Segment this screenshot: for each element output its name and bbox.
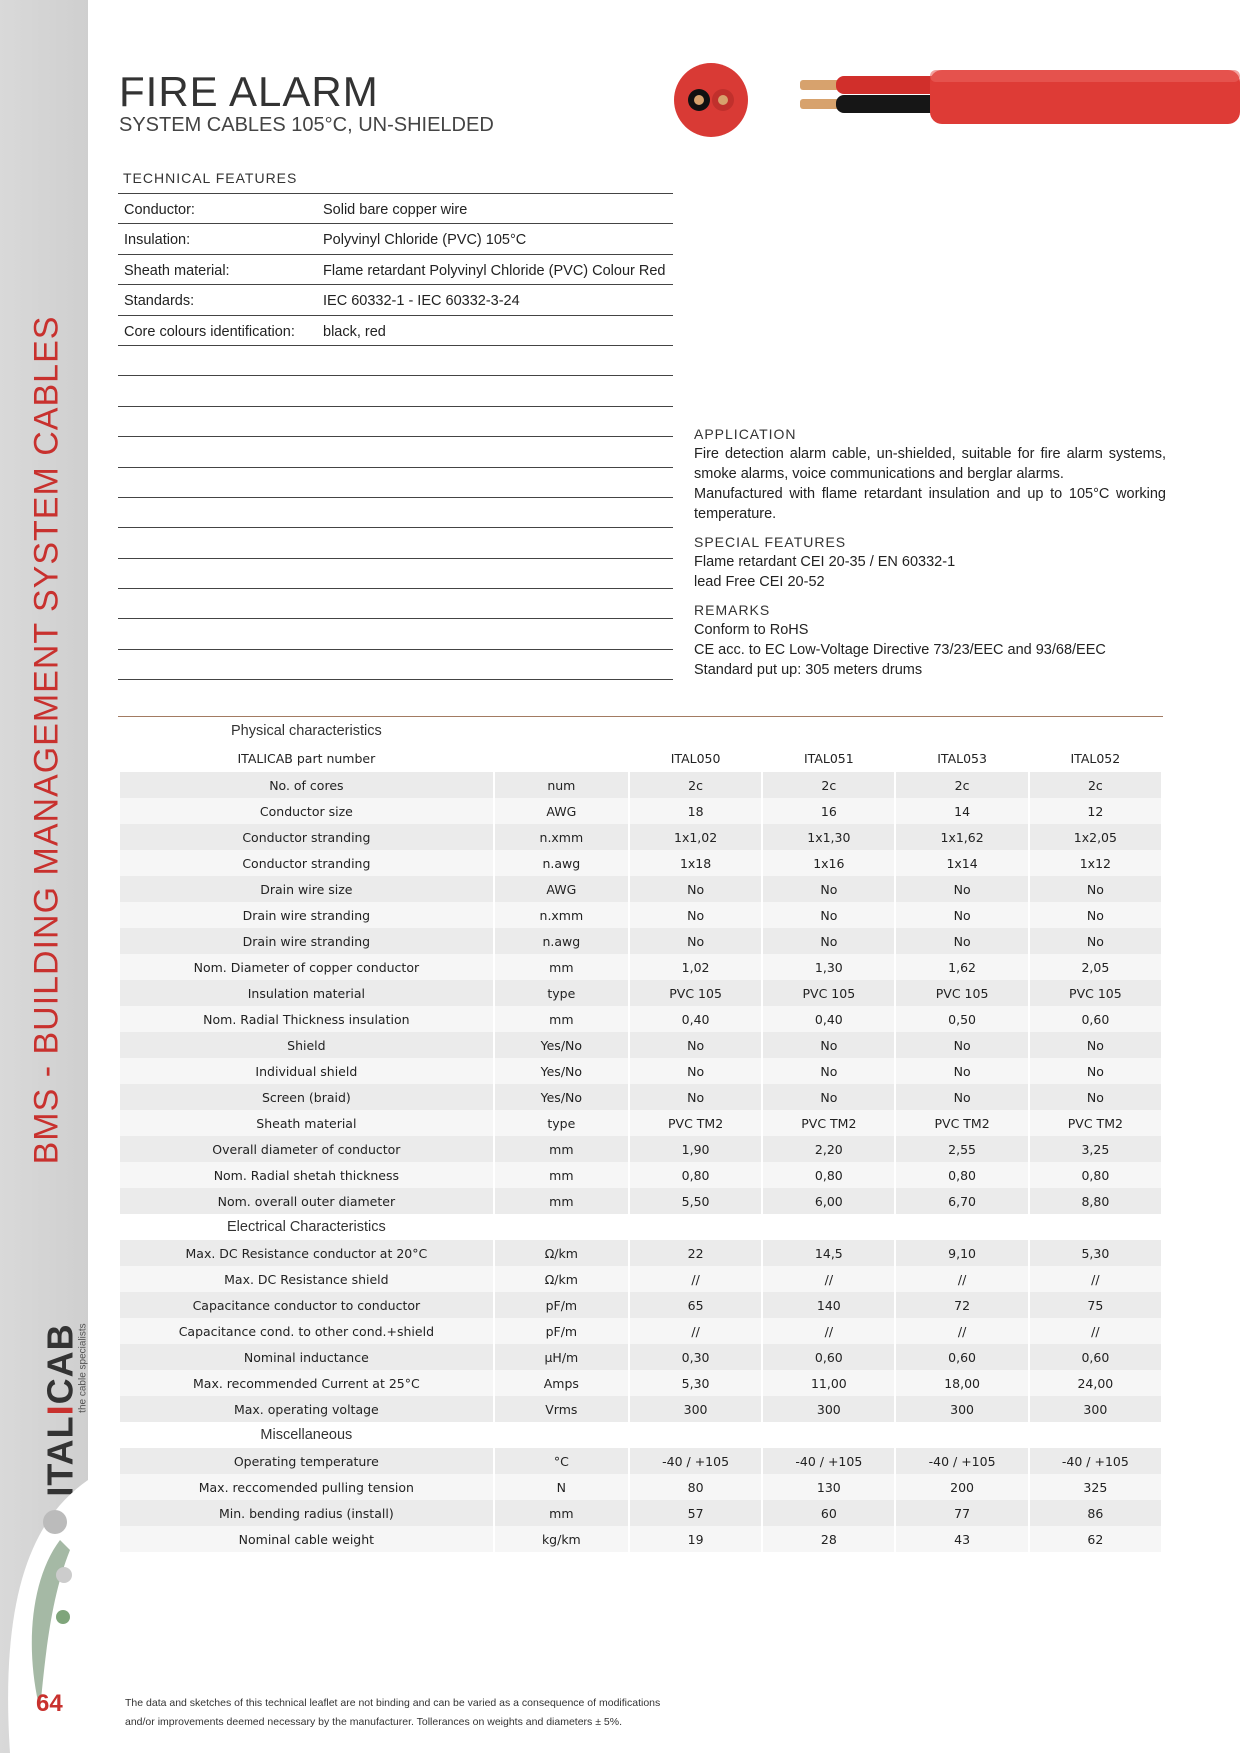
application-heading: APPLICATION — [694, 426, 797, 442]
property-value: 1x1,30 — [763, 824, 894, 850]
property-value: 1,30 — [763, 954, 894, 980]
part-number: ITAL051 — [803, 750, 854, 766]
property-value: 1x12 — [1030, 850, 1161, 876]
property-value: 24,00 — [1030, 1370, 1161, 1396]
blank-rule — [118, 437, 673, 467]
property-value: 9,10 — [896, 1240, 1027, 1266]
technical-features-heading: TECHNICAL FEATURES — [123, 170, 298, 186]
property-value: 80 — [630, 1474, 761, 1500]
property-value: PVC 105 — [630, 980, 761, 1006]
property-name: Max. DC Resistance conductor at 20°C — [120, 1240, 493, 1266]
property-name: Drain wire size — [120, 876, 493, 902]
property-value: 325 — [1030, 1474, 1161, 1500]
special-feature-line: lead Free CEI 20-52 — [694, 574, 825, 590]
property-unit: Yes/No — [495, 1058, 628, 1084]
property-value: PVC 105 — [1030, 980, 1161, 1006]
empty-cell — [495, 718, 628, 744]
property-name: Conductor stranding — [120, 824, 493, 850]
empty-cell — [630, 718, 761, 744]
table-row — [120, 1318, 1161, 1344]
property-value: 130 — [763, 1474, 894, 1500]
property-unit: n.xmm — [495, 902, 628, 928]
table-row — [120, 1032, 1161, 1058]
property-value: 8,80 — [1030, 1188, 1161, 1214]
property-value: No — [630, 1058, 761, 1084]
property-name: Screen (braid) — [120, 1084, 493, 1110]
empty-cell — [630, 1422, 761, 1448]
property-unit: N — [495, 1474, 628, 1500]
empty-cell — [763, 718, 894, 744]
property-value: PVC TM2 — [896, 1110, 1027, 1136]
blank-rule — [118, 468, 673, 498]
blank-rule — [118, 619, 673, 649]
property-value: 11,00 — [763, 1370, 894, 1396]
property-value: 1x2,05 — [1030, 824, 1161, 850]
property-unit: n.awg — [495, 850, 628, 876]
table-row — [120, 1136, 1161, 1162]
property-value: -40 / +105 — [630, 1448, 761, 1474]
empty-cell — [763, 1422, 894, 1448]
property-value: 19 — [630, 1526, 761, 1552]
feature-row — [118, 316, 673, 346]
property-value: 77 — [896, 1500, 1027, 1526]
property-value: No — [763, 1084, 894, 1110]
property-unit: mm — [495, 1006, 628, 1032]
property-unit: Ω/km — [495, 1266, 628, 1292]
property-value: 1x14 — [896, 850, 1027, 876]
feature-row — [118, 224, 673, 254]
property-value: 3,25 — [1030, 1136, 1161, 1162]
property-value: No — [1030, 1032, 1161, 1058]
property-value: 0,80 — [763, 1162, 894, 1188]
property-value: No — [896, 1032, 1027, 1058]
italicab-logo — [40, 1323, 89, 1496]
property-value: PVC 105 — [763, 980, 894, 1006]
property-unit: Amps — [495, 1370, 628, 1396]
feature-row — [118, 285, 673, 315]
feature-row — [118, 255, 673, 285]
property-value: 22 — [630, 1240, 761, 1266]
property-unit: mm — [495, 954, 628, 980]
table-row — [120, 850, 1161, 876]
property-value: 65 — [630, 1292, 761, 1318]
table-row — [120, 1084, 1161, 1110]
empty-cell — [896, 718, 1027, 744]
feature-value: Polyvinyl Chloride (PVC) 105°C — [323, 232, 527, 249]
property-value: 43 — [896, 1526, 1027, 1552]
property-name: Individual shield — [120, 1058, 493, 1084]
table-row — [120, 1344, 1161, 1370]
table-row — [120, 1448, 1161, 1474]
property-value: 0,60 — [896, 1344, 1027, 1370]
feature-label: Standards: — [124, 293, 195, 310]
empty-cell — [763, 1214, 894, 1240]
table-row — [120, 1188, 1161, 1214]
footnote-line: The data and sketches of this technical leaflet are not binding and can be varied as a consequence of modifications — [125, 1697, 661, 1709]
property-value: 0,40 — [630, 1006, 761, 1032]
part-number: ITAL052 — [1070, 750, 1121, 766]
property-value: 0,80 — [1030, 1162, 1161, 1188]
property-value: // — [630, 1266, 761, 1292]
section-divider — [118, 716, 1163, 717]
property-value: No — [630, 1084, 761, 1110]
property-value: 0,80 — [630, 1162, 761, 1188]
property-value: 1x1,02 — [630, 824, 761, 850]
property-value: -40 / +105 — [763, 1448, 894, 1474]
property-value: 200 — [896, 1474, 1027, 1500]
application-section — [694, 416, 1166, 680]
part-number-label: ITALICAB part number — [237, 750, 376, 766]
property-value: No — [763, 1032, 894, 1058]
property-name: Nominal inductance — [120, 1344, 493, 1370]
property-name: Conductor stranding — [120, 850, 493, 876]
empty-cell — [896, 1214, 1027, 1240]
property-name: Shield — [120, 1032, 493, 1058]
property-value: // — [896, 1266, 1027, 1292]
property-name: Max. recommended Current at 25°C — [120, 1370, 493, 1396]
property-value: 16 — [763, 798, 894, 824]
property-value: 18,00 — [896, 1370, 1027, 1396]
feature-label: Conductor: — [124, 202, 195, 218]
property-value: 2,05 — [1030, 954, 1161, 980]
feature-value: IEC 60332-1 - IEC 60332-3-24 — [323, 293, 520, 310]
property-value: No — [896, 1058, 1027, 1084]
property-name: Drain wire stranding — [120, 928, 493, 954]
property-name: Nom. Radial shetah thickness — [120, 1162, 493, 1188]
property-value: No — [630, 902, 761, 928]
property-value: // — [1030, 1266, 1161, 1292]
property-value: No — [763, 876, 894, 902]
empty-cell — [495, 1422, 628, 1448]
remark-line: CE acc. to EC Low-Voltage Directive 73/23/EEC and 93/68/EEC — [694, 642, 1106, 658]
property-value: No — [763, 902, 894, 928]
feature-value: black, red — [323, 323, 386, 340]
property-unit: num — [495, 772, 628, 798]
property-value: 1,02 — [630, 954, 761, 980]
property-name: Nom. Radial Thickness insulation — [120, 1006, 493, 1032]
empty-cell — [1030, 1214, 1161, 1240]
property-name: Max. DC Resistance shield — [120, 1266, 493, 1292]
property-name: Conductor size — [120, 798, 493, 824]
property-value: No — [896, 1084, 1027, 1110]
table-row — [120, 928, 1161, 954]
property-unit: mm — [495, 1136, 628, 1162]
application-text: Fire detection alarm cable, un-shielded, suitable for fire alarm systems, smoke alarms, voice communications and berglar alarms. — [694, 446, 1166, 482]
property-value: 5,30 — [630, 1370, 761, 1396]
property-unit: Ω/km — [495, 1240, 628, 1266]
page-subtitle: SYSTEM CABLES 105°C, UN-SHIELDED — [119, 114, 494, 136]
physical-characteristics-title — [120, 718, 1161, 744]
property-value: -40 / +105 — [896, 1448, 1027, 1474]
feature-label: Insulation: — [124, 232, 191, 249]
property-name: Capacitance cond. to other cond.+shield — [120, 1318, 493, 1344]
property-value: 1x16 — [763, 850, 894, 876]
special-feature-line: Flame retardant CEI 20-35 / EN 60332-1 — [694, 554, 956, 570]
property-value: 2c — [763, 772, 894, 798]
property-value: 14 — [896, 798, 1027, 824]
property-unit: Yes/No — [495, 1032, 628, 1058]
property-unit: mm — [495, 1500, 628, 1526]
remarks-heading: REMARKS — [694, 602, 771, 618]
table-row — [120, 902, 1161, 928]
property-value: 140 — [763, 1292, 894, 1318]
property-value: No — [1030, 1084, 1161, 1110]
property-unit: µH/m — [495, 1344, 628, 1370]
property-value: // — [763, 1266, 894, 1292]
property-value: 57 — [630, 1500, 761, 1526]
table-row — [120, 1474, 1161, 1500]
page-number: 64 — [36, 1690, 63, 1717]
property-value: 0,60 — [1030, 1006, 1161, 1032]
property-unit: kg/km — [495, 1526, 628, 1552]
property-unit: n.xmm — [495, 824, 628, 850]
blank-rule — [118, 346, 673, 376]
property-value: 0,40 — [763, 1006, 894, 1032]
sidebar — [0, 0, 88, 1753]
table-row — [120, 954, 1161, 980]
property-value: // — [1030, 1318, 1161, 1344]
remark-line: Conform to RoHS — [694, 622, 809, 638]
property-value: 1x18 — [630, 850, 761, 876]
property-value: No — [1030, 902, 1161, 928]
table-row — [120, 1500, 1161, 1526]
property-name: Max. reccomended pulling tension — [120, 1474, 493, 1500]
property-value: 1,62 — [896, 954, 1027, 980]
table-row — [120, 1266, 1161, 1292]
property-unit: Vrms — [495, 1396, 628, 1422]
page-title: FIRE ALARM — [119, 68, 379, 115]
property-value: 28 — [763, 1526, 894, 1552]
application-text: Manufactured with flame retardant insulation and up to 105°C working temperature. — [694, 486, 1166, 522]
blank-rule — [118, 650, 673, 680]
property-value: No — [1030, 876, 1161, 902]
property-value: 12 — [1030, 798, 1161, 824]
property-unit: °C — [495, 1448, 628, 1474]
feature-row — [118, 193, 673, 224]
property-value: 300 — [630, 1396, 761, 1422]
property-value: 0,30 — [630, 1344, 761, 1370]
property-value: 6,70 — [896, 1188, 1027, 1214]
empty-cell — [495, 1214, 628, 1240]
property-name: Sheath material — [120, 1110, 493, 1136]
property-unit: type — [495, 980, 628, 1006]
property-unit: mm — [495, 1188, 628, 1214]
property-value: // — [763, 1318, 894, 1344]
property-value: -40 / +105 — [1030, 1448, 1161, 1474]
property-value: 72 — [896, 1292, 1027, 1318]
property-name: Nom. overall outer diameter — [120, 1188, 493, 1214]
table-row — [120, 1526, 1161, 1552]
property-value: // — [630, 1318, 761, 1344]
property-unit: AWG — [495, 876, 628, 902]
empty-cell — [630, 1214, 761, 1240]
property-name: Drain wire stranding — [120, 902, 493, 928]
part-number: ITAL053 — [937, 750, 987, 766]
footnote — [125, 1694, 660, 1732]
blank-rule — [118, 528, 673, 558]
property-value: 0,60 — [1030, 1344, 1161, 1370]
property-unit: n.awg — [495, 928, 628, 954]
empty-cell — [1030, 718, 1161, 744]
table-row — [120, 1240, 1161, 1266]
property-value: 0,80 — [896, 1162, 1027, 1188]
table-row — [120, 1110, 1161, 1136]
part-number-header-row — [120, 744, 1161, 772]
remark-line: Standard put up: 305 meters drums — [694, 662, 923, 678]
property-name: Overall diameter of conductor — [120, 1136, 493, 1162]
property-value: 1,90 — [630, 1136, 761, 1162]
property-value: 18 — [630, 798, 761, 824]
electrical-characteristics-title — [120, 1214, 1161, 1240]
property-value: 62 — [1030, 1526, 1161, 1552]
property-value: 300 — [1030, 1396, 1161, 1422]
property-value: 0,60 — [763, 1344, 894, 1370]
feature-value: Solid bare copper wire — [323, 202, 468, 218]
property-value: No — [896, 902, 1027, 928]
table-row — [120, 798, 1161, 824]
blank-rule — [118, 376, 673, 406]
property-unit: mm — [495, 1162, 628, 1188]
property-value: No — [630, 876, 761, 902]
cable-cross-section-icon — [673, 62, 749, 138]
property-value: 75 — [1030, 1292, 1161, 1318]
property-value: 2c — [896, 772, 1027, 798]
property-value: 2c — [1030, 772, 1161, 798]
empty-cell — [495, 744, 628, 772]
property-name: Nominal cable weight — [120, 1526, 493, 1552]
property-value: No — [1030, 1058, 1161, 1084]
feature-label: Sheath material: — [124, 262, 230, 279]
table-row — [120, 1006, 1161, 1032]
property-value: PVC TM2 — [630, 1110, 761, 1136]
property-unit: pF/m — [495, 1292, 628, 1318]
table-row — [120, 1058, 1161, 1084]
property-value: 1x1,62 — [896, 824, 1027, 850]
property-value: // — [896, 1318, 1027, 1344]
property-value: No — [763, 928, 894, 954]
property-value: 86 — [1030, 1500, 1161, 1526]
property-name: No. of cores — [120, 772, 493, 798]
logo-tagline: the cable specialists — [77, 1323, 89, 1413]
property-name: Operating temperature — [120, 1448, 493, 1474]
property-value: PVC TM2 — [1030, 1110, 1161, 1136]
special-features-heading: SPECIAL FEATURES — [694, 534, 847, 550]
property-unit: Yes/No — [495, 1084, 628, 1110]
property-name: Capacitance conductor to conductor — [120, 1292, 493, 1318]
property-name: Min. bending radius (install) — [120, 1500, 493, 1526]
blank-rule — [118, 407, 673, 437]
physical-characteristics-title-label: Physical characteristics — [231, 723, 382, 739]
miscellaneous-title-label: Miscellaneous — [260, 1427, 353, 1443]
property-value: No — [763, 1058, 894, 1084]
blank-rule — [118, 498, 673, 528]
electrical-characteristics-title-label: Electrical Characteristics — [226, 1219, 386, 1235]
property-value: 300 — [763, 1396, 894, 1422]
property-value: 2c — [630, 772, 761, 798]
property-value: No — [896, 876, 1027, 902]
technical-features-table — [118, 193, 673, 680]
property-name: Insulation material — [120, 980, 493, 1006]
property-name: Max. operating voltage — [120, 1396, 493, 1422]
property-value: 0,50 — [896, 1006, 1027, 1032]
property-value: No — [630, 1032, 761, 1058]
table-row — [120, 1396, 1161, 1422]
blank-rule — [118, 589, 673, 619]
property-value: No — [896, 928, 1027, 954]
logo-wordmark: ITALICAB — [39, 1323, 81, 1497]
property-value: 6,00 — [763, 1188, 894, 1214]
cable-image-icon — [800, 62, 1240, 132]
property-unit: type — [495, 1110, 628, 1136]
feature-label: Core colours identification: — [124, 323, 295, 340]
blank-rule — [118, 559, 673, 589]
table-row — [120, 876, 1161, 902]
property-value: 5,30 — [1030, 1240, 1161, 1266]
empty-cell — [1030, 1422, 1161, 1448]
footnote-line: and/or improvements deemed necessary by the manufacturer. Tollerances on weights and diameters ± 5%. — [125, 1716, 622, 1728]
table-row — [120, 1292, 1161, 1318]
feature-value: Flame retardant Polyvinyl Chloride (PVC) Colour Red — [323, 262, 666, 279]
property-value: No — [630, 928, 761, 954]
property-value: 5,50 — [630, 1188, 761, 1214]
table-row — [120, 824, 1161, 850]
table-row — [120, 980, 1161, 1006]
part-number: ITAL050 — [670, 750, 721, 766]
property-value: 2,20 — [763, 1136, 894, 1162]
property-value: 300 — [896, 1396, 1027, 1422]
property-name: Nom. Diameter of copper conductor — [120, 954, 493, 980]
miscellaneous-title — [120, 1422, 1161, 1448]
property-value: 14,5 — [763, 1240, 894, 1266]
property-value: PVC TM2 — [763, 1110, 894, 1136]
property-value: PVC 105 — [896, 980, 1027, 1006]
property-unit: pF/m — [495, 1318, 628, 1344]
property-value: 2,55 — [896, 1136, 1027, 1162]
table-row — [120, 772, 1161, 798]
property-value: No — [1030, 928, 1161, 954]
specifications-table — [118, 718, 1163, 1552]
empty-cell — [896, 1422, 1027, 1448]
table-row — [120, 1162, 1161, 1188]
table-row — [120, 1370, 1161, 1396]
vertical-section-title: BMS - BUILDING MANAGEMENT SYSTEM CABLES — [27, 315, 66, 1165]
property-unit: AWG — [495, 798, 628, 824]
property-value: 60 — [763, 1500, 894, 1526]
